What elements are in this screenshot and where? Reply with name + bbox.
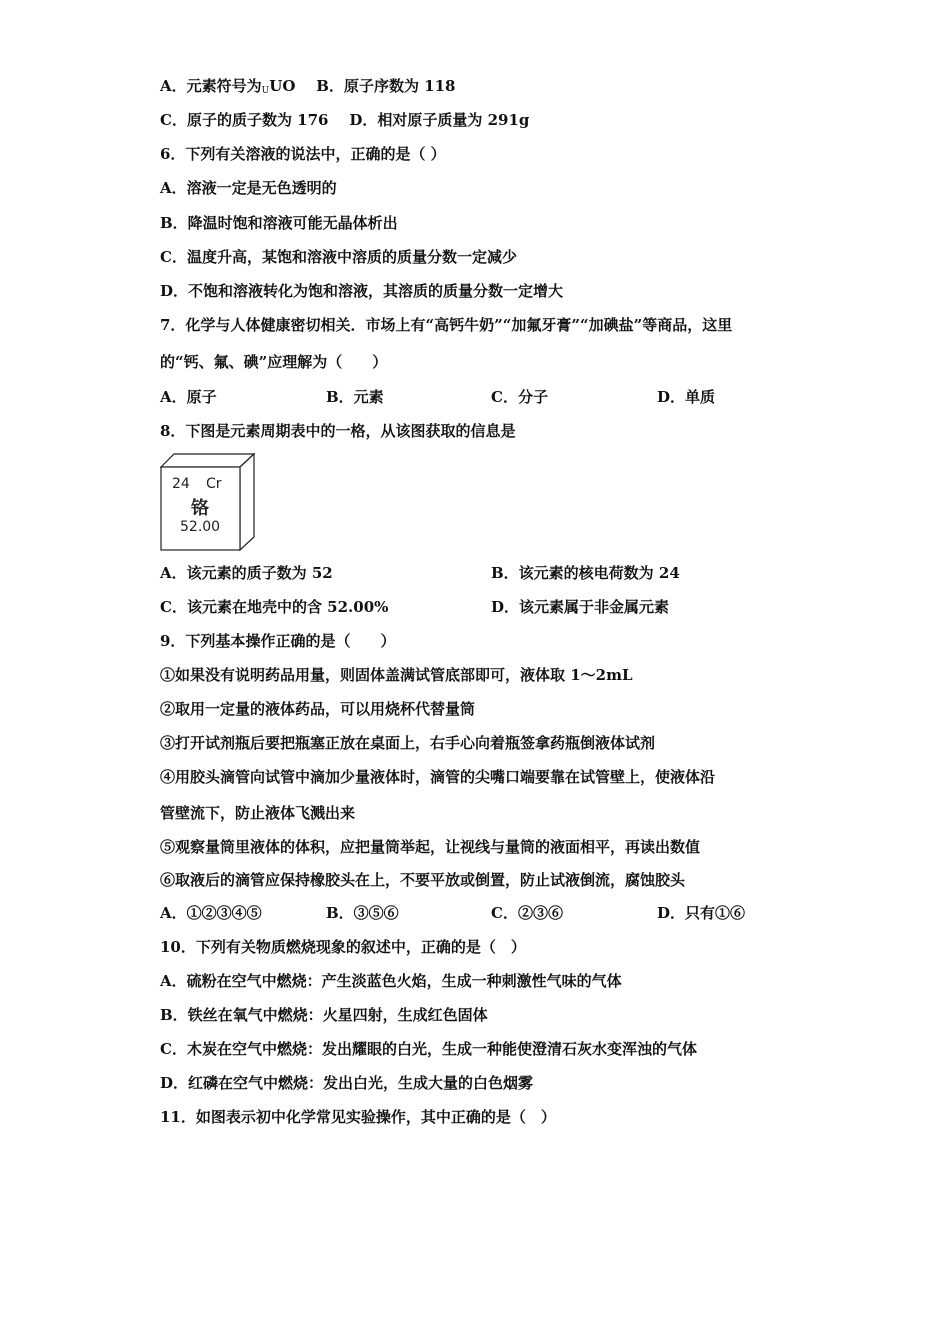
q9-option-b: B．③⑤⑥ (326, 904, 399, 922)
q6-stem: 6．下列有关溶液的说法中，正确的是（ ） (160, 145, 446, 163)
q7-option-b: B．元素 (326, 388, 384, 406)
q9-stem: 9．下列基本操作正确的是（ ） (160, 632, 396, 650)
q5-option-b: B．原子序数为 118 (316, 77, 456, 95)
q9-option-c: C．②③⑥ (491, 904, 563, 922)
q6-option-b: B．降温时饱和溶液可能无晶体析出 (160, 214, 398, 232)
q8-option-c: C．该元素在地壳中的含 52.00% (160, 598, 389, 616)
q7-stem-line1: 7．化学与人体健康密切相关．市场上有“高钙牛奶”“加氟牙膏”“加碘盐”等商品，这里 (160, 316, 733, 334)
q5-options-ab (160, 76, 456, 101)
q7-stem-line2: 的“钙、氟、碘”应理解为（ ） (160, 353, 388, 371)
element-atomic-number: 24 (172, 476, 190, 492)
q9-option-d: D．只有①⑥ (657, 904, 746, 922)
q10-stem: 10．下列有关物质燃烧现象的叙述中，正确的是（ ） (160, 938, 526, 956)
q7-option-c: C．分子 (491, 388, 548, 406)
q10-option-c: C．木炭在空气中燃烧：发出耀眼的白光，生成一种能使澄清石灰水变浑浊的气体 (160, 1040, 697, 1058)
q6-option-d: D．不饱和溶液转化为饱和溶液，其溶质的质量分数一定增大 (160, 282, 564, 300)
q9-item-5: ⑤观察量筒里液体的体积，应把量筒举起，让视线与量筒的液面相平，再读出数值 (160, 838, 701, 856)
q11-stem: 11．如图表示初中化学常见实验操作，其中正确的是（ ） (160, 1108, 556, 1126)
q10-option-d: D．红磷在空气中燃烧：发出白光，生成大量的白色烟雾 (160, 1074, 534, 1092)
q5-option-a: A．元素符号为$_U$UO (160, 77, 296, 96)
q9-option-a: A．①②③④⑤ (160, 904, 262, 922)
q9-item-4: ④用胶头滴管向试管中滴加少量液体时，滴管的尖嘴口端要靠在试管壁上，使液体沿 (160, 768, 716, 786)
q10-option-b: B．铁丝在氧气中燃烧：火星四射，生成红色固体 (160, 1006, 488, 1024)
q8-option-b: B．该元素的核电荷数为 24 (491, 564, 680, 582)
q6-option-a: A．溶液一定是无色透明的 (160, 179, 337, 197)
q8-option-d: D．该元素属于非金属元素 (491, 598, 670, 616)
q9-item-2: ②取用一定量的液体药品，可以用烧杯代替量筒 (160, 700, 476, 718)
q7-option-a: A．原子 (160, 388, 217, 406)
q9-item-1: ①如果没有说明药品用量，则固体盖满试管底部即可，液体取 1～2mL (160, 666, 633, 684)
q8-stem: 8．下图是元素周期表中的一格，从该图获取的信息是 (160, 422, 516, 440)
q9-item-3: ③打开试剂瓶后要把瓶塞正放在桌面上，右手心向着瓶签拿药瓶倒液体试剂 (160, 734, 656, 752)
element-tile (160, 453, 256, 551)
q7-option-d: D．单质 (657, 388, 716, 406)
element-symbol: Cr (206, 476, 222, 492)
q9-item-6: ⑥取液后的滴管应保持橡胶头在上，不要平放或倒置，防止试液倒流，腐蚀胶头 (160, 871, 686, 889)
q5-option-d: D．相对原子质量为 291g (349, 111, 530, 129)
q8-option-a: A．该元素的质子数为 52 (160, 564, 333, 582)
q5-option-c: C．原子的质子数为 176 (160, 111, 329, 129)
q9-item-4-cont: 管壁流下，防止液体飞溅出来 (160, 804, 356, 822)
element-name: 铬 (191, 498, 209, 519)
element-atomic-mass: 52.00 (180, 519, 221, 535)
q10-option-a: A．硫粉在空气中燃烧：产生淡蓝色火焰，生成一种刺激性气味的气体 (160, 972, 622, 990)
q5-options-cd (160, 110, 529, 130)
q6-option-c: C．温度升高，某饱和溶液中溶质的质量分数一定减少 (160, 248, 517, 266)
q5-option-a-subscript: U (261, 86, 270, 96)
